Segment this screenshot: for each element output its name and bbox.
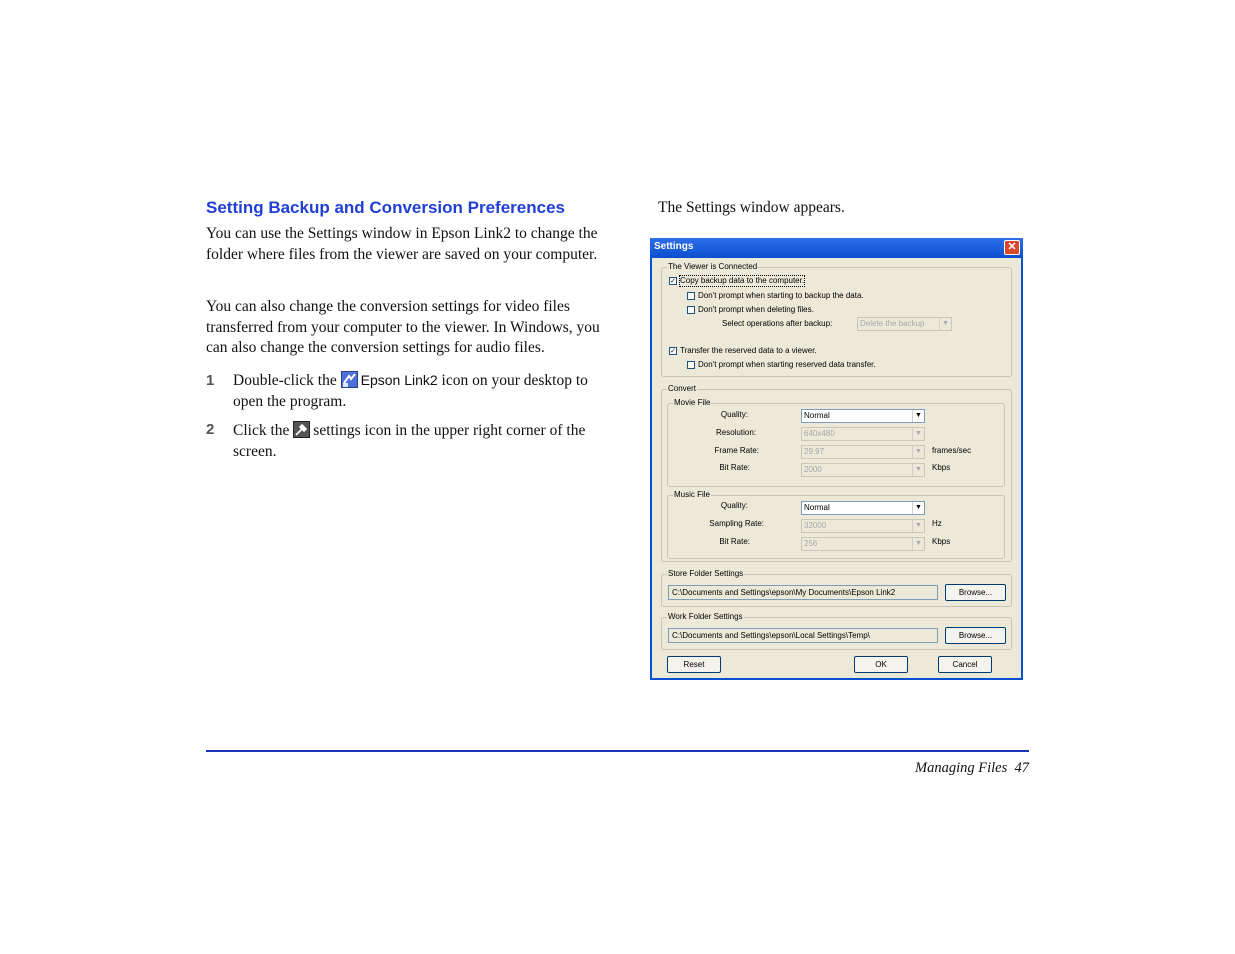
store-folder-title: Store Folder Settings <box>668 569 744 578</box>
music-bit-rate-select[interactable] <box>801 537 925 551</box>
step-1-number: 1 <box>206 372 215 389</box>
store-folder-group <box>661 569 1012 607</box>
music-quality-label: Quality: <box>720 501 748 510</box>
step-1-text <box>233 370 613 412</box>
transfer-reserved-checkbox[interactable]: ✓ <box>670 347 676 355</box>
no-prompt-delete-checkbox[interactable] <box>687 306 695 314</box>
cancel-button[interactable]: Cancel <box>938 656 992 673</box>
store-browse-button[interactable]: Browse... <box>945 584 1006 601</box>
resolution-value: 640x480 <box>804 429 835 438</box>
step-1-after: icon on your desktop to open the program. <box>233 372 588 410</box>
after-backup-label: Select operations after backup: <box>722 319 833 328</box>
settings-dialog <box>650 238 1023 680</box>
step-2-before: Click the <box>233 422 290 439</box>
chevron-down-icon: ▼ <box>912 410 924 422</box>
page-footer <box>900 760 1029 777</box>
convert-group <box>661 384 1012 562</box>
step-2-number: 2 <box>206 421 215 438</box>
frame-rate-label: Frame Rate: <box>714 446 759 455</box>
work-browse-button[interactable]: Browse... <box>945 627 1006 644</box>
page-number: 47 <box>1014 760 1029 776</box>
movie-quality-select[interactable] <box>801 409 925 423</box>
music-group-title: Music File <box>674 490 711 499</box>
resolution-select[interactable] <box>801 427 925 441</box>
music-bit-rate-label: Bit Rate: <box>719 537 750 546</box>
work-folder-title: Work Folder Settings <box>668 612 743 621</box>
ok-button[interactable]: OK <box>854 656 908 673</box>
copy-backup-label[interactable]: Copy backup data to the computer. <box>680 276 805 285</box>
no-prompt-delete-label[interactable]: Don't prompt when deleting files. <box>698 305 814 314</box>
step-2-after: settings icon in the upper right corner of the screen. <box>233 422 586 460</box>
movie-quality-value: Normal <box>804 411 830 420</box>
frame-rate-select[interactable] <box>801 445 925 459</box>
reset-button[interactable]: Reset <box>667 656 721 673</box>
figure-caption: The Settings window appears. <box>658 199 845 216</box>
frame-rate-unit: frames/sec <box>932 446 972 455</box>
movie-file-group <box>667 398 1005 487</box>
after-backup-value: Delete the backup <box>860 319 925 328</box>
chevron-down-icon: ▼ <box>912 520 924 532</box>
no-prompt-backup-checkbox[interactable] <box>687 292 695 300</box>
epson-link2-icon <box>341 371 358 388</box>
close-button[interactable] <box>1004 240 1020 255</box>
section-heading: Setting Backup and Conversion Preferences <box>206 198 565 217</box>
sampling-rate-label: Sampling Rate: <box>709 519 764 528</box>
after-backup-select[interactable] <box>857 317 952 331</box>
store-folder-path-field[interactable]: C:\Documents and Settings\epson\My Documents\Epson Link2 <box>668 585 938 600</box>
dialog-client-area <box>652 258 1021 678</box>
sampling-rate-unit: Hz <box>932 519 942 528</box>
settings-icon <box>293 421 310 438</box>
no-prompt-backup-label[interactable]: Don't prompt when starting to backup the data. <box>698 291 864 300</box>
music-quality-value: Normal <box>804 503 830 512</box>
step-2-text <box>233 420 613 462</box>
footer-section: Managing Files <box>915 760 1008 776</box>
dialog-title: Settings <box>654 241 694 252</box>
chevron-down-icon: ▼ <box>939 318 951 330</box>
convert-group-title: Convert <box>668 384 697 393</box>
music-quality-select[interactable] <box>801 501 925 515</box>
movie-bit-rate-label: Bit Rate: <box>719 463 750 472</box>
music-bit-rate-unit: Kbps <box>932 537 951 546</box>
sampling-rate-value: 32000 <box>804 521 827 530</box>
movie-bit-rate-select[interactable] <box>801 463 925 477</box>
chevron-down-icon: ▼ <box>912 446 924 458</box>
step-1-app-name: Epson Link2 <box>360 372 438 388</box>
movie-bit-rate-unit: Kbps <box>932 463 951 472</box>
work-folder-group <box>661 612 1012 650</box>
conversion-paragraph: You can also change the conversion settings for video files transferred from your computer to the viewer. In Windows, you can also change the conversion settings for audio files. <box>206 298 600 356</box>
transfer-reserved-label[interactable]: Transfer the reserved data to a viewer. <box>680 346 817 355</box>
chevron-down-icon: ▼ <box>912 538 924 550</box>
dialog-title-bar[interactable] <box>650 238 1023 258</box>
no-prompt-transfer-checkbox[interactable] <box>687 361 695 369</box>
work-folder-path-field[interactable]: C:\Documents and Settings\epson\Local Settings\Temp\ <box>668 628 938 643</box>
sampling-rate-select[interactable] <box>801 519 925 533</box>
movie-group-title: Movie File <box>674 398 711 407</box>
copy-backup-checkbox[interactable]: ✓ <box>670 277 676 285</box>
chevron-down-icon: ▼ <box>912 428 924 440</box>
resolution-label: Resolution: <box>715 428 756 437</box>
no-prompt-transfer-label[interactable]: Don't prompt when starting reserved data transfer. <box>698 360 876 369</box>
step-1-before: Double-click the <box>233 372 337 389</box>
music-bit-rate-value: 256 <box>804 539 818 548</box>
viewer-connected-group <box>661 262 1012 377</box>
close-icon: ✕ <box>1007 241 1017 253</box>
intro-paragraph: You can use the Settings window in Epson Link2 to change the folder where files from the viewer are saved on your computer. <box>206 225 598 263</box>
footer-rule <box>206 750 1029 752</box>
viewer-group-title: The Viewer is Connected <box>668 262 758 271</box>
movie-bit-rate-value: 2000 <box>804 465 822 474</box>
frame-rate-value: 29.97 <box>804 447 825 456</box>
music-file-group <box>667 490 1005 559</box>
movie-quality-label: Quality: <box>720 410 748 419</box>
chevron-down-icon: ▼ <box>912 464 924 476</box>
chevron-down-icon: ▼ <box>912 502 924 514</box>
